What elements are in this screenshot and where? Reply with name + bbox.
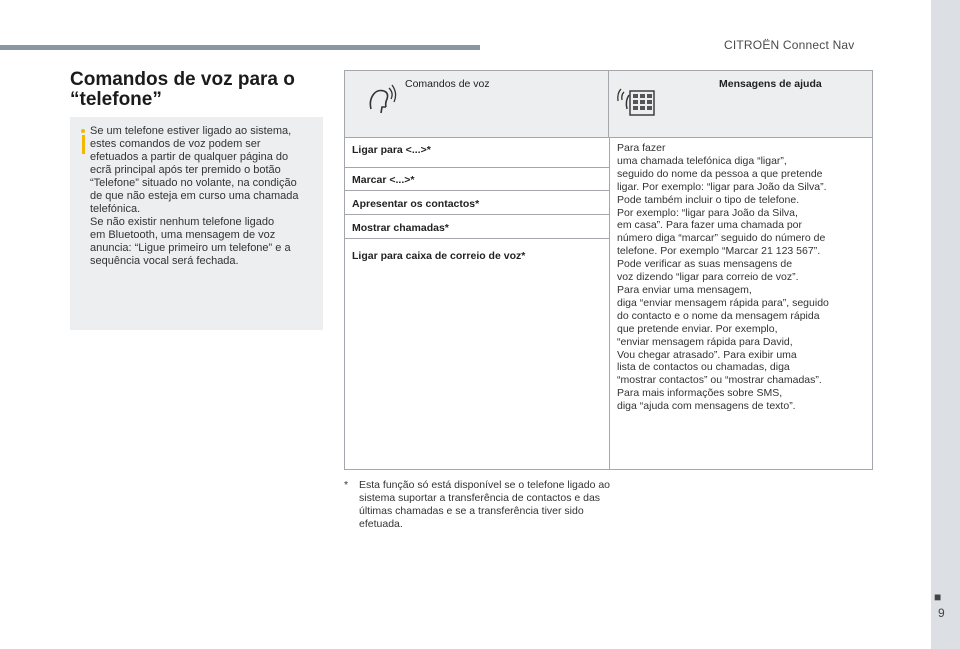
header-rule [0,45,480,50]
row-divider [345,190,609,191]
help-messages-label: Mensagens de ajuda [719,78,822,90]
footnote-marker: * [344,479,349,491]
command-mostrar-chamadas: Mostrar chamadas* [352,222,449,234]
help-text: Para fazer uma chamada telefónica diga “ligar”, seguido do nome da pessoa a que pretende ligar. Por exemplo: “ligar para João da Silva”. Pode também incluir o tipo de telefone. Por exemplo: “ligar para João da Silva, em casa”. Para fazer uma chamada por número diga “marcar” seguido do número de telefone. Por exemplo “Marcar 21 123 567”. Pode verificar as suas mensagens de voz dizendo “ligar para correio de voz”. Para enviar uma mensagem, diga “enviar mensagem rápida para”, seguido do contacto e o nome da mensagem rápida que pretende enviar. Por exemplo, “enviar mensagem rápida para David, Vou chegar atrasado”. Para exibir uma lista de contactos ou chamadas, diga “mostrar contactos” ou “mostrar chamadas”. Para mais informações sobre SMS, diga “ajuda com mensagens de texto”. [617,142,829,413]
command-ligar-para: Ligar para <...>* [352,144,431,156]
row-divider [345,214,609,215]
command-correio-de-voz: Ligar para caixa de correio de voz* [352,250,526,262]
command-marcar: Marcar <...>* [352,174,415,186]
page-number: 9 [938,606,945,620]
command-apresentar-contactos: Apresentar os contactos* [352,198,480,210]
row-divider [345,238,609,239]
footnote [344,479,614,531]
footnote-text: Esta função só está disponível se o telefone ligado ao sistema suportar a transferência de contactos e das últimas chamadas e se a transferência tiver sido efetuada. [359,479,611,530]
header-voice-commands [345,71,609,137]
brand-label: CITROËN Connect Nav [724,38,855,52]
page-edge-strip [931,0,960,649]
header-help-messages [609,71,872,137]
page-title: Comandos de voz para o “telefone” [70,69,295,110]
info-text: Se um telefone estiver ligado ao sistema, estes comandos de voz podem ser efetuados a partir de qualquer página do ecrã principal após ter premido o botão “Telefone” situado no volante, na condição de que não esteja em curso uma chamada telefónica. Se não existir nenhum telefone ligado em Bluetooth, uma mensagem de voz anuncia: “Ligue primeiro um telefone” e a sequência vocal será fechada. [90,125,299,267]
info-box [70,117,323,330]
column-divider [609,137,610,469]
voice-command-icon [367,83,397,117]
voice-commands-label: Comandos de voz [405,78,490,90]
info-icon [80,129,86,154]
row-divider [345,167,609,168]
page-marker: ■ [934,590,942,604]
phone-keypad-voice-icon [615,83,657,119]
voice-commands-table [344,70,873,470]
